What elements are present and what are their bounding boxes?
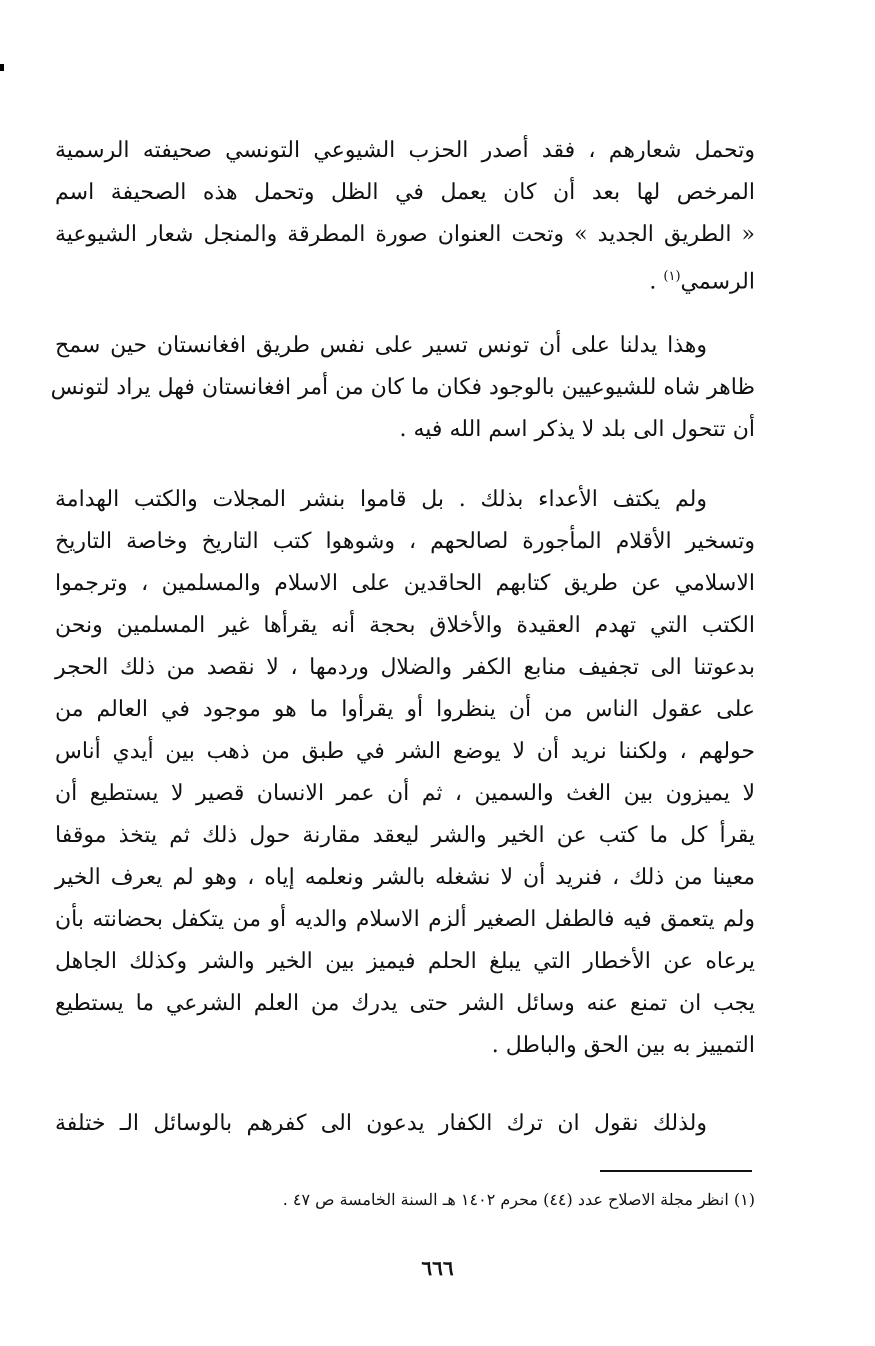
- text-line: لا يميزون بين الغث والسمين ، ثم أن عمر الانسان قصير لا يستطيع أن: [55, 781, 755, 806]
- text-line: وهذا يدلنا على أن تونس تسير على نفس طريق افغانستان حين سمح: [55, 333, 707, 358]
- paragraph-3: [55, 479, 755, 1067]
- text-line: على عقول الناس من أن ينظروا أو يقرأوا ما هو موجود في العالم من: [55, 697, 755, 722]
- text-fragment: الرسمي: [680, 269, 755, 295]
- text-line: الاسلامي عن طريق كتابهم الحاقدين على الاسلام والمسلمين ، وترجموا: [55, 571, 755, 596]
- text-line: حولهم ، ولكننا نريد أن لا يوضع الشر في طبق من ذهب بين أيدي أناس: [55, 739, 755, 764]
- text-line-last: [55, 256, 755, 298]
- text-line: ولذلك نقول ان ترك الكفار يدعون الى كفرهم بالوسائل الـ ختلفة: [55, 1111, 707, 1136]
- text-line: ولم يتعمق فيه فالطفل الصغير ألزم الاسلام والديه أو من يتكفل بحضانته بأن: [55, 907, 755, 932]
- page-number: ٦٦٦: [421, 1256, 454, 1280]
- paragraph-2: [50, 325, 755, 451]
- paragraph-1: [55, 130, 755, 298]
- scan-mark: [0, 64, 4, 71]
- text-line: المرخص لها بعد أن كان يعمل في الظل وتحمل هذه الصحيفة اسم: [55, 180, 755, 205]
- paragraph-4: [55, 1103, 755, 1145]
- text-line: يجب ان تمنع عنه وسائل الشر حتى يدرك من العلم الشرعي ما يستطيع: [55, 991, 755, 1016]
- text-line: يرعاه عن الأخطار التي يبلغ الحلم فيميز بين الخير والشر وكذلك الجاهل: [55, 949, 755, 974]
- text-line-last: أن تتحول الى بلد لا يذكر اسم الله فيه .: [399, 417, 755, 442]
- text-line: يقرأ كل ما كتب عن الخير والشر ليعقد مقارنة حول ذلك ثم يتخذ موقفا: [55, 823, 755, 848]
- text-line: ظاهر شاه للشيوعيين بالوجود فكان ما كان من أمر افغانستان فهل يراد لتونس: [50, 375, 755, 400]
- text-line: بدعوتنا الى تجفيف منابع الكفر والضلال وردمها ، لا نقصد من ذلك الحجر: [55, 655, 755, 680]
- footnote-separator: [600, 1170, 752, 1172]
- text-line: ولم يكتف الأعداء بذلك . بل قاموا بنشر المجلات والكتب الهدامة: [55, 487, 707, 512]
- footnote-ref[interactable]: (١): [663, 269, 681, 284]
- text-line: « الطريق الجديد » وتحت العنوان صورة المطرقة والمنجل شعار الشيوعية: [55, 222, 755, 247]
- footnote: (١) انظر مجلة الاصلاح عدد (٤٤) محرم ١٤٠٢ هـ السنة الخامسة ص ٤٧ .: [282, 1190, 755, 1209]
- text-line: وتسخير الأقلام المأجورة لصالحهم ، وشوهوا كتب التاريخ وخاصة التاريخ: [55, 529, 755, 554]
- text-fragment: .: [649, 269, 664, 295]
- text-line: وتحمل شعارهم ، فقد أصدر الحزب الشيوعي التونسي صحيفته الرسمية: [55, 138, 755, 163]
- text-line: معينا من ذلك ، فنريد أن لا نشغله بالشر ونعلمه إياه ، وهو لم يعرف الخير: [55, 865, 755, 890]
- text-line-last: التمييز به بين الحق والباطل .: [491, 1033, 755, 1058]
- text-line: الكتب التي تهدم العقيدة والأخلاق بحجة أنه يقرأها غير المسلمين ونحن: [55, 613, 755, 638]
